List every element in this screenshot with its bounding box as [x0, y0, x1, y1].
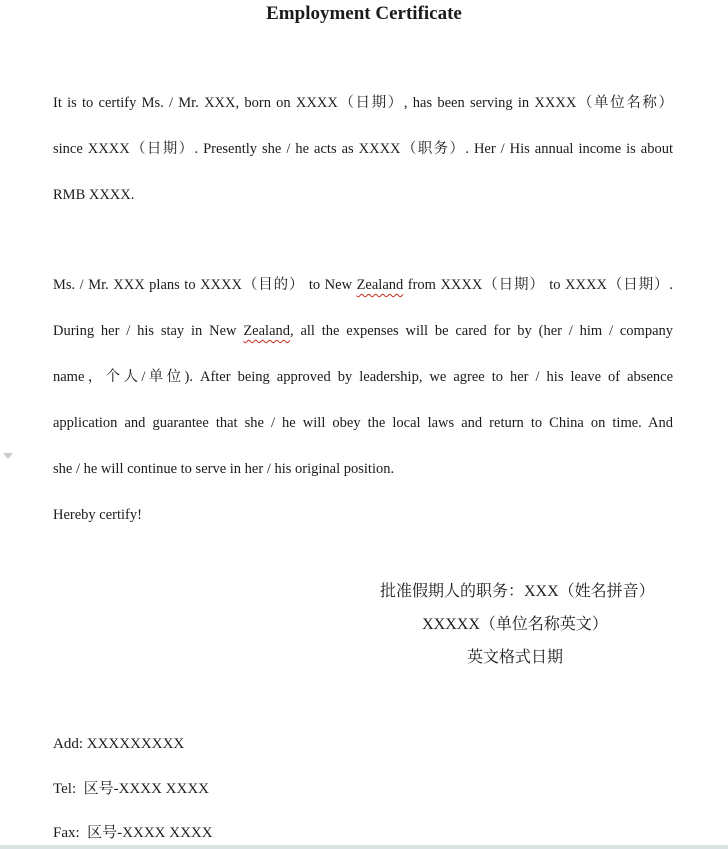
contact-block [53, 722, 453, 849]
text-segment: since XXXX（日期）. Presently she / he acts as XXXX（职务）. Her / His annual income is about [53, 141, 673, 157]
text-segment: Ms. / Mr. XXX plans to XXXX（目的） to New [53, 277, 357, 293]
document-title: Employment Certificate [266, 3, 462, 24]
text-segment: she / he will continue to serve in her / his original position. [53, 461, 395, 477]
text-segment: During her / his stay in New [53, 323, 244, 339]
text-segment: 批准假期人的职务：XXX（姓名拼音） [380, 583, 655, 600]
paragraph-certify [53, 80, 673, 218]
text-line [53, 811, 453, 849]
text-line [53, 400, 673, 446]
text-line [53, 126, 673, 172]
text-line [53, 722, 453, 767]
misspelled-word: Zealand [243, 323, 291, 339]
text-segment: application and guarantee that she / he will obey the local laws and return to China on time. And [53, 415, 673, 431]
text-segment: name，个人/单位). After being approved by leadership, we agree to her / his leave of absence [53, 369, 673, 385]
text-segment: Add: XXXXXXXXX [53, 736, 185, 752]
text-segment: XXXXX（单位名称英文） [422, 616, 608, 633]
text-segment: Fax: 区号-XXXX XXXX [53, 825, 213, 842]
paragraph-travel-plan [53, 262, 673, 492]
text-line [53, 767, 453, 812]
misspelled-word: Zealand [356, 277, 404, 293]
text-line [380, 575, 655, 608]
text-line [380, 608, 650, 641]
text-segment: It is to certify Ms. / Mr. XXX, born on XXXX（日期）, has been serving in XXXX（单位名称） [53, 95, 673, 111]
margin-marker-icon [3, 453, 13, 459]
text-line [53, 172, 673, 218]
text-line [53, 262, 673, 308]
text-segment: 英文格式日期 [466, 649, 563, 666]
text-line [53, 354, 673, 400]
page-bottom-edge [0, 845, 728, 849]
text-segment: , all the expenses will be cared for by (her / him / company [290, 323, 673, 339]
closing-line: Hereby certify! [53, 507, 142, 523]
signature-block [380, 575, 655, 674]
text-line [380, 641, 650, 674]
text-segment: from XXXX（日期） to XXXX（日期）. [403, 277, 673, 293]
text-line [53, 446, 673, 492]
text-line [53, 80, 673, 126]
text-segment: RMB XXXX. [53, 187, 135, 203]
text-segment: Tel: 区号-XXXX XXXX [53, 780, 210, 797]
text-line [53, 308, 673, 354]
